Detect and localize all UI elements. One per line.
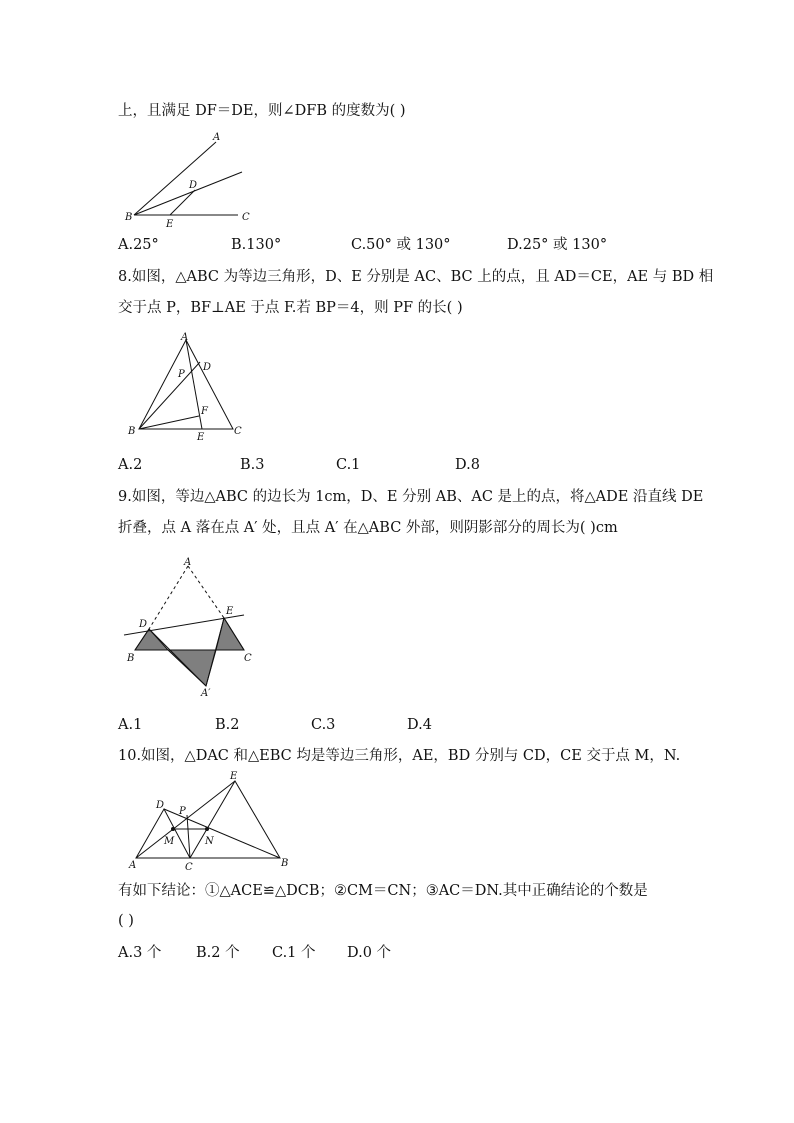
q7-option-c[interactable]: C.50° 或 130° [351,237,451,253]
q10-segment-pc [187,815,190,858]
q7-label-c: C [242,212,250,223]
q9-option-b[interactable]: B.2 [215,717,240,733]
q9-dashed-ae [188,566,224,618]
q7-option-d[interactable]: D.25° 或 130° [507,237,608,253]
q8-segment-bf [139,416,199,429]
q7-option-a[interactable]: A.25° [118,237,159,253]
q7-label-a: A [213,132,221,143]
q9-label-b: B [127,653,135,664]
q8-label-d: D [203,362,212,373]
q9-option-c[interactable]: C.3 [311,717,336,733]
q7-segment-de [170,190,195,215]
q7-label-b: B [125,212,133,223]
q10-option-d[interactable]: D.0 个 [347,945,392,961]
q10-option-c[interactable]: C.1 个 [272,945,316,961]
q8-label-f: F [201,406,208,417]
q8-option-b[interactable]: B.3 [240,457,265,473]
q10-point-m [171,827,175,831]
q10-label-p: P [179,806,186,817]
q9-label-a-prime: A′ [201,688,211,699]
q8-stem-line-2: 交于点 P，BF⊥AE 于点 F.若 BP＝4，则 PF 的长( ) [118,300,463,316]
q10-label-e: E [230,771,238,782]
q7-label-d: D [189,180,198,191]
q7-stem: 上，且满足 DF＝DE，则∠DFB 的度数为( ) [118,103,406,119]
q7-ray-ba [134,142,216,215]
q7-label-e: E [166,219,174,230]
q10-option-a[interactable]: A.3 个 [118,945,162,961]
q8-option-a[interactable]: A.2 [118,457,143,473]
q8-label-c: C [234,426,242,437]
q10-conclusion-line-1: 有如下结论：①△ACE≌△DCB；②CM＝CN；③AC＝DN.其中正确结论的个数是 [118,883,648,899]
q10-conclusion-line-2: ( ) [118,913,134,929]
q8-segment-ae [186,340,202,429]
q9-label-e: E [226,606,234,617]
q10-label-a: A [129,860,137,871]
q8-label-b: B [128,426,136,437]
q7-figure [118,128,268,233]
q8-option-c[interactable]: C.1 [336,457,361,473]
q9-label-d: D [139,619,148,630]
q9-stem-line-1: 9.如图，等边△ABC 的边长为 1cm，D、E 分别 AB、AC 是上的点，将△ADE 沿直线 DE [118,489,704,505]
q8-triangle-abc [139,340,233,429]
q10-label-c: C [185,862,193,873]
q8-label-e: E [197,432,205,443]
q7-option-b[interactable]: B.130° [231,237,282,253]
q10-point-n [205,827,209,831]
q9-option-a[interactable]: A.1 [118,717,143,733]
q9-label-a: A [184,557,192,568]
q10-label-n: N [205,836,214,847]
q9-figure [118,555,268,700]
q8-figure [118,330,258,445]
q9-option-d[interactable]: D.4 [407,717,432,733]
q10-stem: 10.如图，△DAC 和△EBC 均是等边三角形，AE，BD 分别与 CD，CE 交于点 M，N. [118,748,681,764]
q8-option-d[interactable]: D.8 [455,457,480,473]
q8-label-a: A [181,332,189,343]
q10-option-b[interactable]: B.2 个 [196,945,240,961]
q9-dashed-ad [149,566,188,629]
q10-label-d: D [156,800,165,811]
q10-figure [118,768,298,878]
q7-ray-bd [134,172,242,215]
q10-triangle-ebc [190,781,280,858]
q8-label-p: P [178,369,185,380]
q9-label-c: C [244,653,252,664]
q10-segment-ae [136,781,235,858]
q8-stem-line-1: 8.如图，△ABC 为等边三角形，D、E 分别是 AC、BC 上的点，且 AD＝CE，AE 与 BD 相 [118,269,714,285]
q9-stem-line-2: 折叠，点 A 落在点 A′ 处，且点 A′ 在△ABC 外部，则阴影部分的周长为( )cm [118,520,618,536]
q10-label-b: B [281,858,289,869]
q10-label-m: M [164,836,175,847]
